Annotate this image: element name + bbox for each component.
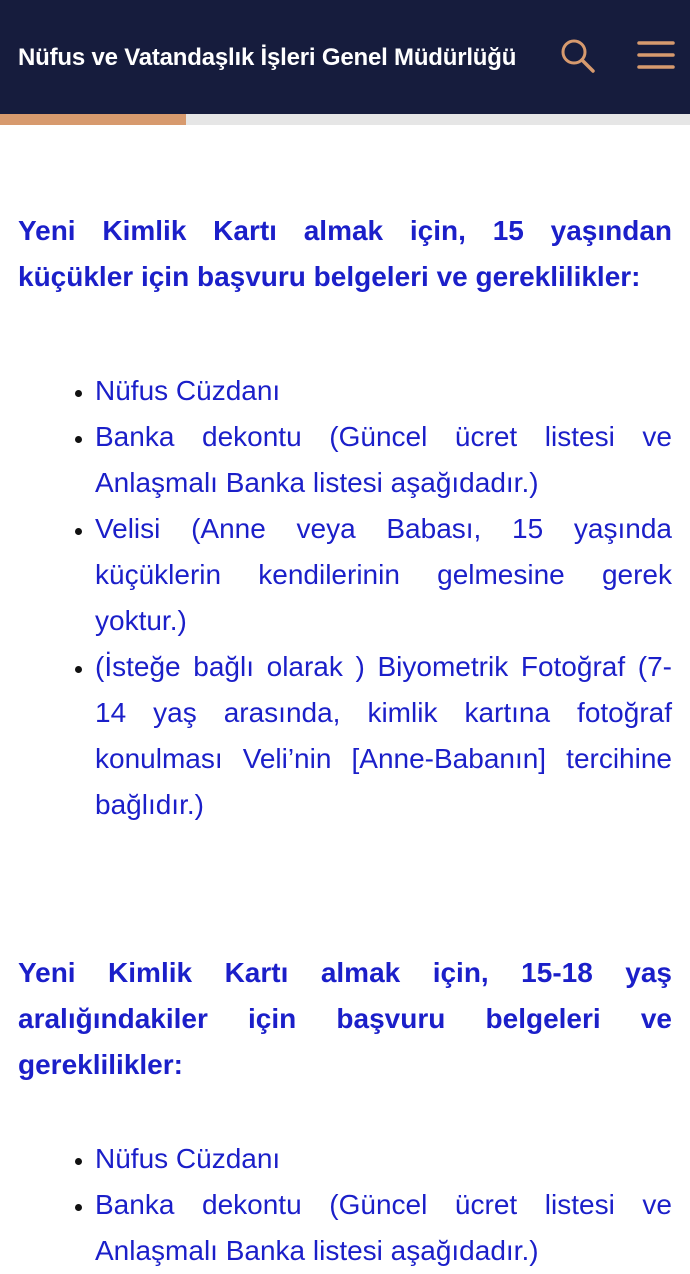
section-heading: Yeni Kimlik Kartı almak için, 15-18 yaş aralığındakiler için başvuru belgeleri ve gereklilikler: bbox=[18, 957, 672, 1080]
search-icon bbox=[558, 36, 598, 76]
hamburger-menu-icon bbox=[636, 38, 676, 74]
list-item: • (İsteğe bağlı olarak ) Biyometrik Fotoğraf (7-14 yaş arasında, kimlik kartına fotoğraf konulması Veli’nin [Anne-Babanın] tercihine bağlıdır.) bbox=[95, 644, 672, 828]
scroll-progress-fill bbox=[0, 114, 186, 125]
list-item: • Banka dekontu (Güncel ücret listesi ve Anlaşmalı Banka listesi aşağıdadır.) bbox=[95, 414, 672, 506]
list-item: • Nüfus Cüzdanı bbox=[95, 368, 672, 414]
search-button[interactable] bbox=[558, 36, 598, 76]
requirements-list bbox=[18, 368, 672, 828]
list-item: • Velisi (Anne veya Babası, 15 yaşında küçüklerin kendilerinin gelmesine gerek yoktur.) bbox=[95, 506, 672, 644]
list-item: • Nüfus Cüzdanı bbox=[95, 1136, 672, 1182]
scroll-progress-bar bbox=[0, 114, 690, 125]
list-item: • Banka dekontu (Güncel ücret listesi ve Anlaşmalı Banka listesi aşağıdadır.) bbox=[95, 1182, 672, 1274]
site-title[interactable]: Nüfus ve Vatandaşlık İşleri Genel Müdürlüğü bbox=[18, 44, 517, 71]
site-header bbox=[0, 0, 690, 114]
main-content bbox=[18, 208, 672, 1274]
requirements-list bbox=[18, 1136, 672, 1274]
section-heading: Yeni Kimlik Kartı almak için, 15 yaşından küçükler için başvuru belgeleri ve gereklilikler: bbox=[18, 215, 672, 292]
menu-button[interactable] bbox=[636, 38, 676, 74]
